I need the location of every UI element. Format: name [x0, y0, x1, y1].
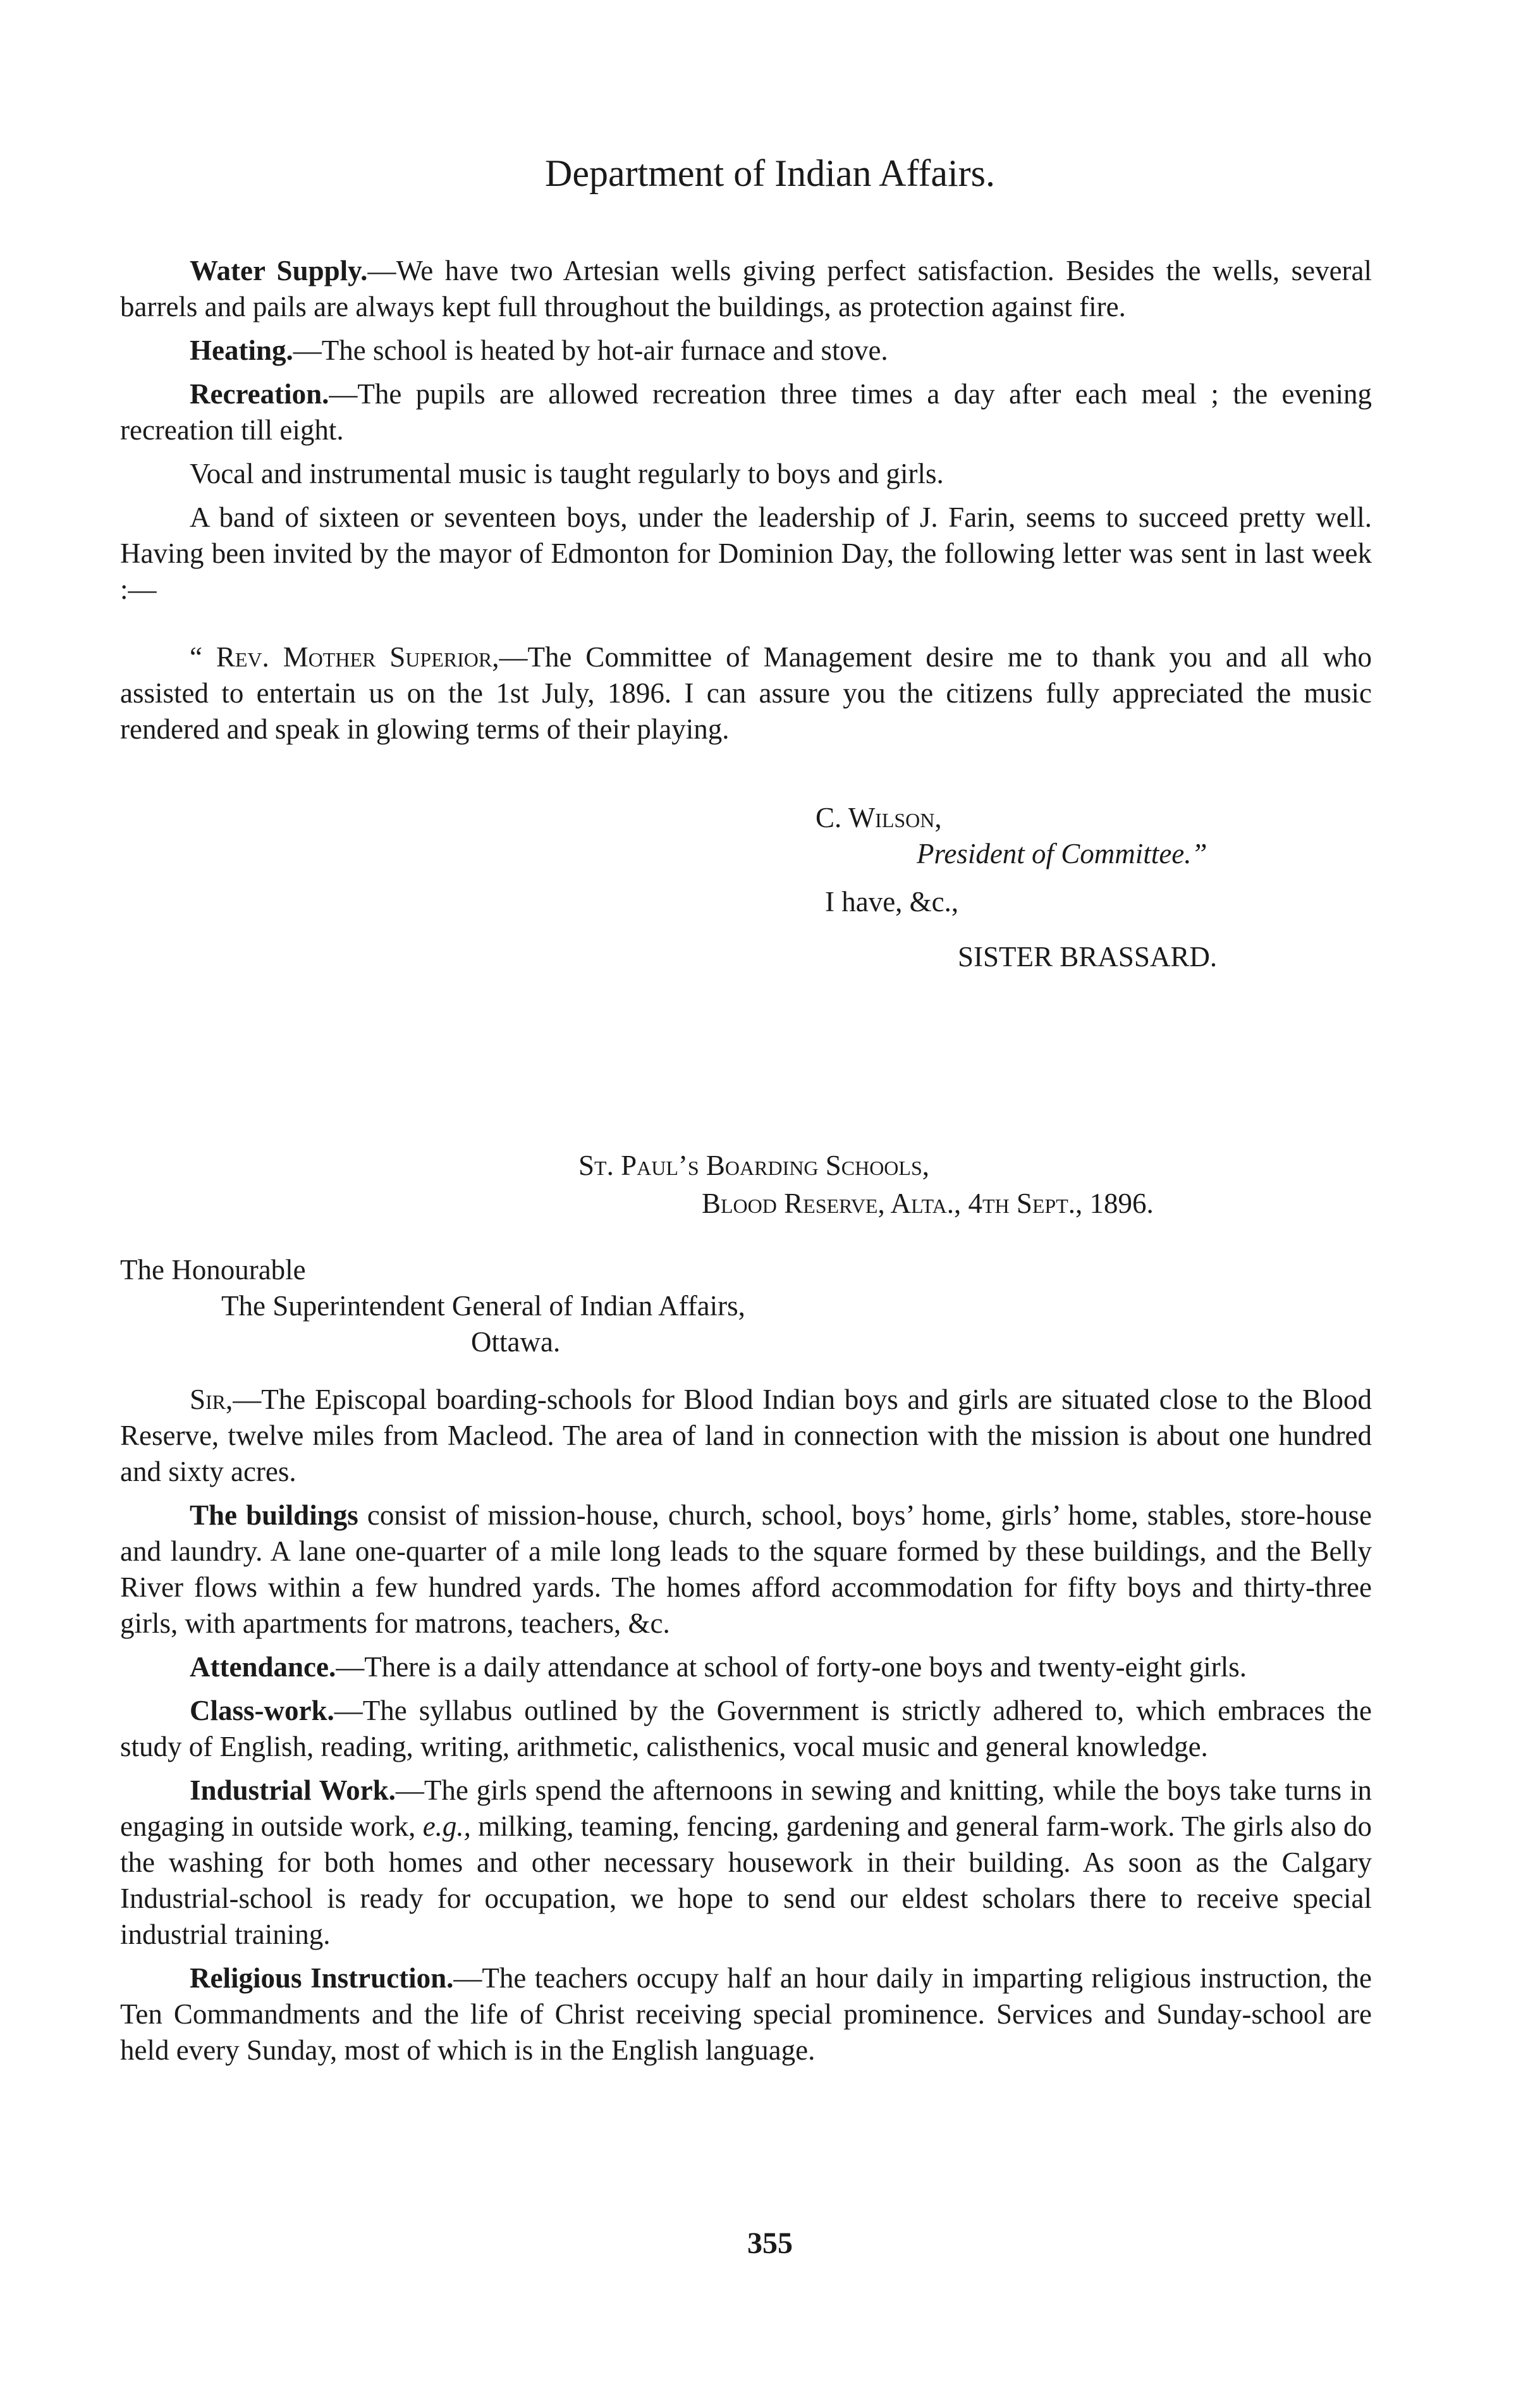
- addressee-line-3: Ottawa.: [471, 1326, 561, 1358]
- letter-signer: C. Wilson,: [816, 802, 942, 833]
- salutation: Sir,: [190, 1384, 233, 1415]
- paragraph-music: Vocal and instrumental music is taught regularly to boys and girls.: [190, 458, 944, 489]
- heading-buildings: The buildings: [190, 1499, 358, 1531]
- report-2-body: [120, 1382, 1372, 2076]
- paragraph-attendance: Attendance.—There is a daily attendance at school of forty-one boys and twenty-eight girls.: [190, 1651, 1247, 1683]
- paragraph-industrial: Industrial Work.—The girls spend the afternoons in sewing and knitting, while the boys take turns in engaging in outside work, e.g., milking, teaming, fencing, gardening and general farm-work. The girls also do the washing for both homes and other necessary housework in their building. As soon as the Calgary Industrial-school is ready for occupation, we hope to send our eldest scholars there to receive special industrial training.: [120, 1774, 1372, 1950]
- heading-heating: Heating.: [190, 335, 293, 366]
- letter-signer-title: President of Committee.”: [917, 838, 1207, 869]
- addressee-line-2: The Superintendent General of Indian Affairs,: [221, 1290, 745, 1322]
- addressee-line-1: The Honourable: [120, 1254, 306, 1286]
- heading-water-supply: Water Supply.: [190, 255, 368, 286]
- place-date: Blood Reserve, Alta., 4th Sept., 1896.: [702, 1188, 1154, 1219]
- heading-religious: Religious Instruction.: [190, 1962, 454, 1994]
- paragraph-water-supply: Water Supply.—We have two Artesian wells giving perfect satisfaction. Besides the wells, several barrels and pails are always kept full throughout the buildings, as protection against fire.: [120, 255, 1372, 323]
- report-1-body: [120, 253, 1372, 755]
- paragraph-religious: Religious Instruction.—The teachers occupy half an hour daily in imparting religious instruction, the Ten Commandments and the life of Christ receiving special prominence. Services and Sunday-school are held every Sunday, most of which is in the English language.: [120, 1962, 1372, 2066]
- paragraph-band: A band of sixteen or seventeen boys, under the leadership of J. Farin, seems to succeed pretty well. Having been invited by the mayor of Edmonton for Dominion Day, the following letter was sent in last week :—: [120, 501, 1372, 605]
- page-number: 355: [747, 2227, 793, 2260]
- heading-classwork: Class-work.: [190, 1695, 334, 1726]
- paragraph-heating: Heating.—The school is heated by hot-air furnace and stove.: [190, 335, 888, 366]
- paragraph-recreation: Recreation.—The pupils are allowed recreation three times a day after each meal ; the evening recreation till eight.: [120, 378, 1372, 446]
- running-header: Department of Indian Affairs.: [544, 152, 995, 194]
- signature: SISTER BRASSARD.: [958, 941, 1218, 973]
- heading-industrial: Industrial Work.: [190, 1774, 396, 1806]
- letter-salutation: “ Rev. Mother Superior,: [190, 641, 499, 673]
- paragraph-classwork: Class-work.—The syllabus outlined by the Government is strictly adhered to, which embraces the study of English, reading, writing, arithmetic, calisthenics, vocal music and general knowledge.: [120, 1695, 1372, 1762]
- heading-recreation: Recreation.: [190, 378, 329, 410]
- paragraph-intro: Sir,—The Episcopal boarding-schools for Blood Indian boys and girls are situated close to the Blood Reserve, twelve miles from Macleod. The area of land in connection with the mission is about one hundred and sixty acres.: [120, 1384, 1372, 1487]
- school-name: St. Paul’s Boarding Schools,: [578, 1150, 930, 1181]
- heading-attendance: Attendance.: [190, 1651, 336, 1683]
- letter-quote: “ Rev. Mother Superior,—The Committee of Management desire me to thank you and all who assisted to entertain us on the 1st July, 1896. I can assure you the citizens fully appreciated the music rendered and speak in glowing terms of their playing.: [120, 641, 1372, 745]
- closing: I have, &c.,: [825, 886, 959, 918]
- paragraph-buildings: The buildings consist of mission-house, church, school, boys’ home, girls’ home, stables, store-house and laundry. A lane one-quarter of a mile long leads to the square formed by these buildings, and the Belly River flows within a few hundred yards. The homes afford accommodation for fifty boys and thirty-three girls, with apartments for matrons, teachers, &c.: [120, 1499, 1372, 1639]
